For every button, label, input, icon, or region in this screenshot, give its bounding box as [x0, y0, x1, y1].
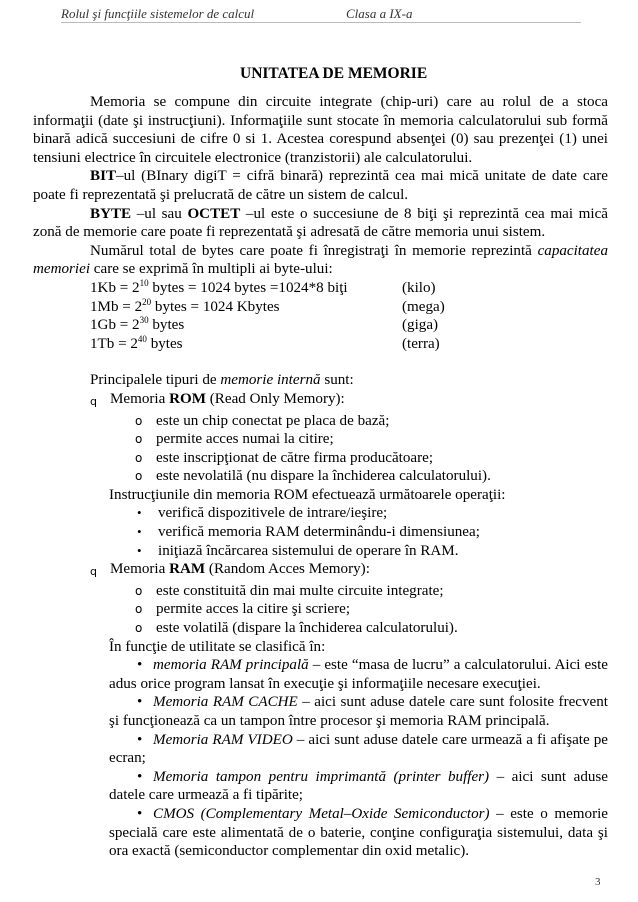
bit-paragraph: [33, 167, 608, 204]
rom-operations-intro: Instrucţiunile din memoria ROM efectuează următoarele operaţii:: [109, 486, 506, 503]
unit-formula: $1Gb = 2^{30}$ bytes: [90, 315, 185, 334]
capacity-term: capacitatea memoriei: [33, 242, 608, 278]
byte-paragraph: [33, 205, 608, 242]
capacity-post: care se exprimă în multipli ai byte-ului:: [90, 261, 333, 278]
circle-bullet-icon: o: [135, 469, 143, 484]
rom-item: o este un chip conectat pe placa de bază;: [135, 412, 390, 429]
rom-term: ROM: [169, 390, 206, 407]
circle-bullet-icon: o: [135, 413, 143, 428]
ram-item: o este volatilă (dispare la închiderea calculatorului).: [135, 620, 458, 637]
rom-operation: • verifică dispozitivele de intrare/ieşire;: [137, 505, 388, 522]
circle-bullet-icon: o: [135, 621, 143, 636]
circle-bullet-icon: o: [135, 583, 143, 598]
ram-type-term: Memoria RAM CACHE: [153, 694, 298, 711]
bullet-icon: •: [137, 768, 143, 785]
rom-operation: • iniţiază încărcarea sistemului de operare în RAM.: [137, 542, 459, 559]
memory-types-term: memorie internă: [220, 372, 321, 389]
ram-type-term: Memoria RAM VIDEO: [153, 731, 293, 748]
ram-type-entry: • CMOS (Complementary Metal–Oxide Semiconductor) – este o memorie specială care este alimentată de o baterie, conţine configuraţia sistemului, data şi ora exactă (semiconductor complementar din oxid metalic).: [109, 805, 608, 860]
circle-bullet-icon: o: [135, 450, 143, 465]
ram-type-entry: • Memoria RAM CACHE – aici sunt aduse datele care sunt folosite frecvent şi funcţionează ca un tampon între procesor şi memoria RAM principală.: [109, 694, 608, 729]
header-left: Rolul şi funcţiile sistemelor de calcul: [61, 6, 255, 21]
ram-type-entry: • Memoria RAM VIDEO – aici sunt aduse datele care urmează a fi afişate pe ecran;: [109, 731, 609, 767]
square-bullet-icon: q: [90, 394, 97, 408]
unit-formula: $1Kb = 2^{10}$ bytes = 1024 bytes =1024*8 biţi: [90, 277, 348, 296]
bit-term: BIT: [90, 168, 117, 185]
unit-row: [33, 298, 608, 317]
document-body: [33, 93, 608, 861]
bullet-icon: •: [137, 657, 143, 674]
bullet-icon: •: [137, 731, 143, 748]
page-title: UNITATEA DE MEMORIE: [240, 65, 428, 82]
header-divider: [61, 22, 581, 23]
square-bullet-icon: q: [90, 565, 97, 579]
header-right: Clasa a IX-a: [346, 6, 413, 21]
rom-item: o este nevolatilă (nu dispare la închiderea calculatorului).: [135, 468, 491, 485]
ram-item: o este constituită din mai multe circuite integrate;: [135, 582, 444, 599]
bullet-icon: •: [137, 805, 143, 822]
capacity-pre: Numărul total de bytes care poate fi înregistraţi în memorie reprezintă: [90, 242, 538, 259]
bullet-icon: •: [137, 524, 142, 540]
unit-name: (kilo): [402, 279, 436, 296]
ram-type-term: memoria RAM principală: [153, 657, 309, 674]
intro-paragraph: Memoria se compune din circuite integrate (chip-uri) care au rolul de a stoca informaţii (date şi instrucţiuni). Informaţiile sunt stocate în memoria calculatorului sub formă binară adică succesiuni de cifre 0 si 1. Acestea corespund absenţei (0) sau prezenţei (1) unei tensiuni electrice în circuitele electronice (tranzistorii) ale calculatorului.: [33, 94, 608, 166]
bullet-icon: •: [137, 542, 142, 558]
unit-formula: $1Mb = 2^{20}$ bytes = 1024 Kbytes: [90, 296, 280, 315]
unit-name: (terra): [402, 335, 440, 352]
octet-term: OCTET: [187, 205, 241, 222]
ram-heading: q Memoria RAM (Random Acces Memory):: [33, 560, 608, 582]
capacity-paragraph: [33, 242, 608, 279]
ram-type-term: CMOS (Complementary Metal–Oxide Semiconductor): [153, 805, 490, 822]
ram-classification-intro: În funcţie de utilitate se clasifică în:: [109, 638, 326, 655]
unit-name: (giga): [402, 317, 439, 334]
unit-formula: $1Tb = 2^{40}$ bytes: [90, 333, 183, 352]
unit-row: [33, 335, 608, 354]
unit-row: [33, 316, 608, 335]
bullet-icon: •: [137, 694, 143, 711]
circle-bullet-icon: o: [135, 602, 143, 617]
unit-row: [33, 279, 608, 298]
rom-item: o este inscripţionat de către firma producătoare;: [135, 449, 434, 466]
byte-term: BYTE: [90, 205, 132, 222]
ram-type-entry: • Memoria tampon pentru imprimantă (printer buffer) – aici sunt aduse datele care urmează a fi tipărite;: [109, 768, 608, 804]
ram-term: RAM: [169, 561, 206, 578]
circle-bullet-icon: o: [135, 432, 143, 447]
ram-type-term: Memoria tampon pentru imprimantă (printer buffer): [153, 768, 490, 785]
byte-text: –ul este o succesiune de 8 biţi şi reprezintă cea mai mică zonă de memorie care poate fi reprezentată şi adresată de către memoria unui sistem.: [33, 205, 608, 241]
page-number: 3: [595, 876, 601, 888]
memory-types-intro: Principalele tipuri de memorie internă sunt:: [90, 372, 354, 389]
bullet-icon: •: [137, 505, 142, 521]
rom-item: o permite acces numai la citire;: [135, 431, 334, 448]
unit-name: (mega): [402, 298, 445, 315]
ram-type-entry: • memoria RAM principală – este “masa de lucru” a calculatorului. Aici este adus orice program lansat în execuţie şi informaţiile necesare execuţiei.: [109, 657, 608, 692]
units-list: [33, 279, 608, 353]
bit-text: –ul (BInary digiT = cifră binară) reprezintă cea mai mică unitate de date care poate fi reprezentată şi prelucrată de către un sistem de calcul.: [33, 168, 608, 203]
rom-heading: q Memoria ROM (Read Only Memory):: [33, 390, 608, 412]
ram-item: o permite acces la citire şi scriere;: [135, 601, 351, 618]
rom-operation: • verifică memoria RAM determinându-i dimensiunea;: [137, 524, 480, 541]
byte-mid: –ul sau: [131, 205, 188, 222]
spacer: [33, 353, 608, 371]
